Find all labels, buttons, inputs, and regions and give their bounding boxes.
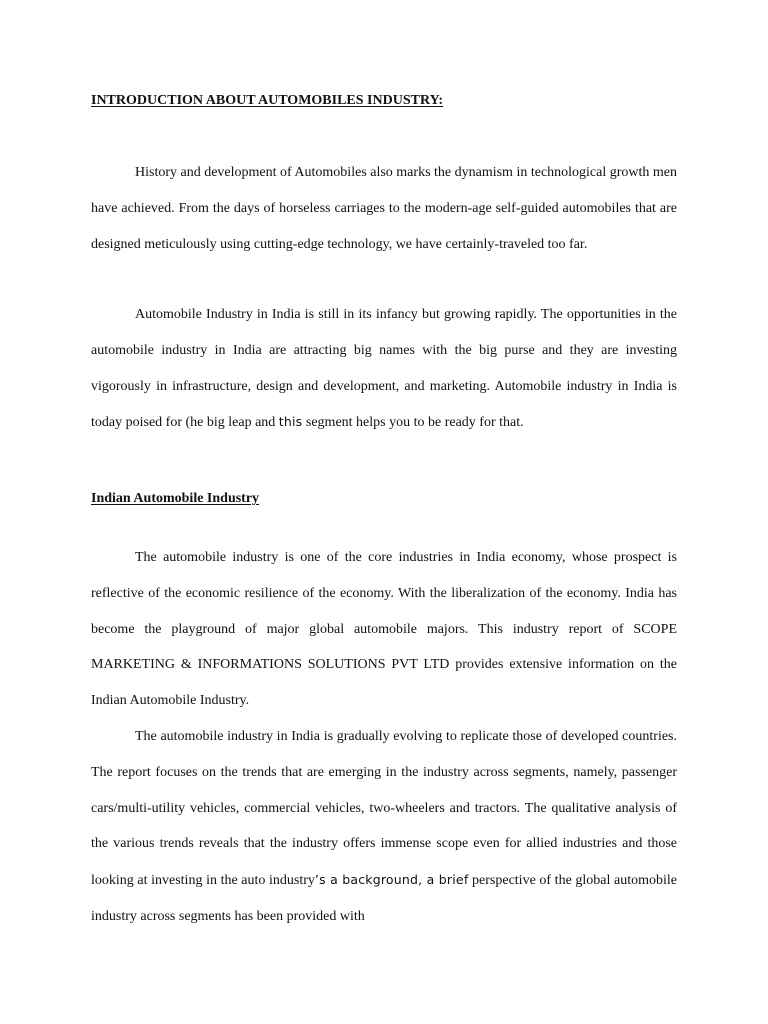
paragraph-text: Automobile Industry in India is still in its infancy but growing rapidly. The opportunities in the automobile industry in India are attracting big names with the big purse and they are investing vigorously in infrastructure, design and development, and marketing. Automobile industry in India is today poised for (he big leap and: [91, 307, 677, 431]
paragraph-evolving: [91, 719, 677, 935]
paragraph-text: segment helps you to be ready for that.: [302, 415, 524, 431]
paragraph-text-alt-font: this: [278, 414, 303, 430]
section-heading-introduction: INTRODUCTION ABOUT AUTOMOBILES INDUSTRY:: [91, 93, 444, 108]
section-heading-indian-automobile-industry: Indian Automobile Industry: [91, 491, 260, 506]
paragraph-india-infancy: [91, 297, 677, 441]
paragraph-history: History and development of Automobiles also marks the dynamism in technological growth men have achieved. From the days of horseless carriages to the modern-age self-guided automobiles that are designed meticulously using cutting-edge technology, we have certainly-traveled too far.: [91, 165, 678, 252]
paragraph-text: The automobile industry in India is gradually evolving to replicate those of developed countries. The report focuses on the trends that are emerging in the industry across segments, namely, passenger cars/multi-utility vehicles, commercial vehicles, two-wheelers and tractors. The qualitative analysis of the various trends reveals that the industry offers immense scope even for allied industries and those looking at investing in the auto industry: [91, 729, 677, 889]
paragraph-core-industries: The automobile industry is one of the core industries in India economy, whose prospect is reflective of the economic resilience of the economy. With the liberalization of the economy. India has become the playground of major global automobile majors. This industry report of SCOPE MARKETING & INFORMATIONS SOLUTIONS PVT LTD provides extensive information on the Indian Automobile Industry.: [91, 550, 677, 709]
paragraph-text-alt-font: ’s a background, a brief: [314, 872, 469, 888]
paragraph-text: perspective of the global automobile industry across segments has been provided with: [91, 873, 677, 924]
